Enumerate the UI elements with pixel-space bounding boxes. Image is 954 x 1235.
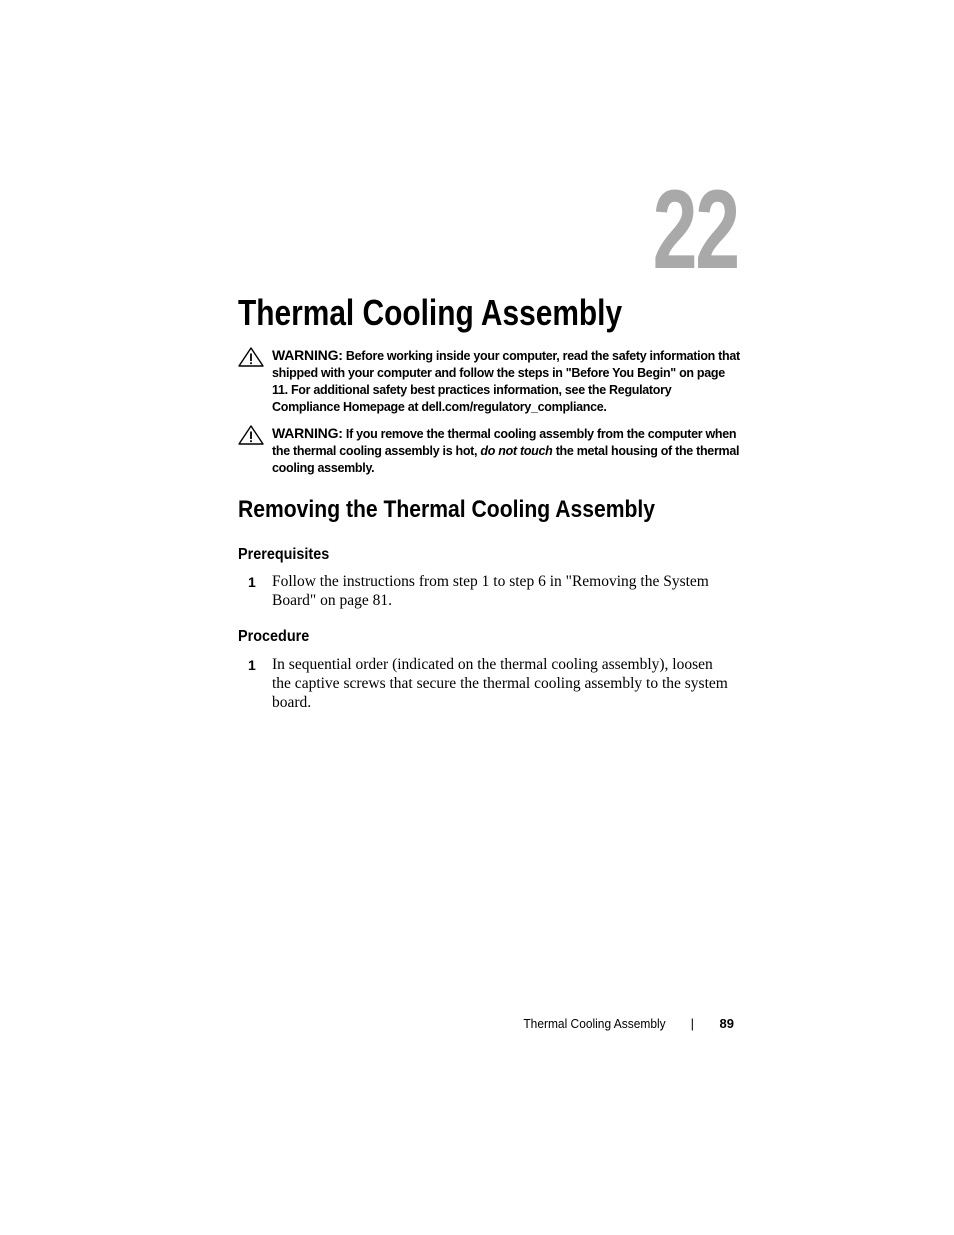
warning-text <box>272 425 742 477</box>
step-number: 1 <box>248 574 256 590</box>
step-text: In sequential order (indicated on the thermal cooling assembly), loosen the captive screws that secure the thermal cooling assembly to the system board. <box>272 656 728 711</box>
warning-label: WARNING: <box>272 347 343 363</box>
warning-body: Before working inside your computer, read the safety information that shipped with your computer and follow the steps in "Before You Begin" on page 11. For additional safety best practices information, see the Regulatory Compliance Homepage at dell.com/regulatory_compliance. <box>272 349 740 414</box>
warning-safety <box>238 347 738 417</box>
warning-body-before: If you remove the thermal cooling assembly from the computer when the thermal cooling assembly is hot, <box>272 427 737 458</box>
chapter-number: 22 <box>652 167 738 292</box>
warning-triangle-icon <box>238 425 264 445</box>
page-footer <box>480 1015 736 1035</box>
warning-triangle-icon <box>238 347 264 367</box>
warning-hot-assembly <box>238 425 738 479</box>
warning-text <box>272 347 742 416</box>
warning-emphasis: do not touch <box>480 444 553 458</box>
step-number: 1 <box>248 657 256 673</box>
chapter-title: Thermal Cooling Assembly <box>238 292 623 333</box>
warning-body-after: the metal housing of the thermal cooling assembly. <box>272 444 740 475</box>
step-text: Follow the instructions from step 1 to step 6 in "Removing the System Board" on page 81. <box>272 573 709 609</box>
footer-title: Thermal Cooling Assembly <box>523 1016 666 1031</box>
prerequisites-heading: Prerequisites <box>238 546 330 563</box>
procedure-heading: Procedure <box>238 628 310 645</box>
page-number: 89 <box>719 1016 734 1031</box>
footer-separator: | <box>690 1016 694 1031</box>
warning-label: WARNING: <box>272 425 343 441</box>
section-heading: Removing the Thermal Cooling Assembly <box>238 496 655 523</box>
